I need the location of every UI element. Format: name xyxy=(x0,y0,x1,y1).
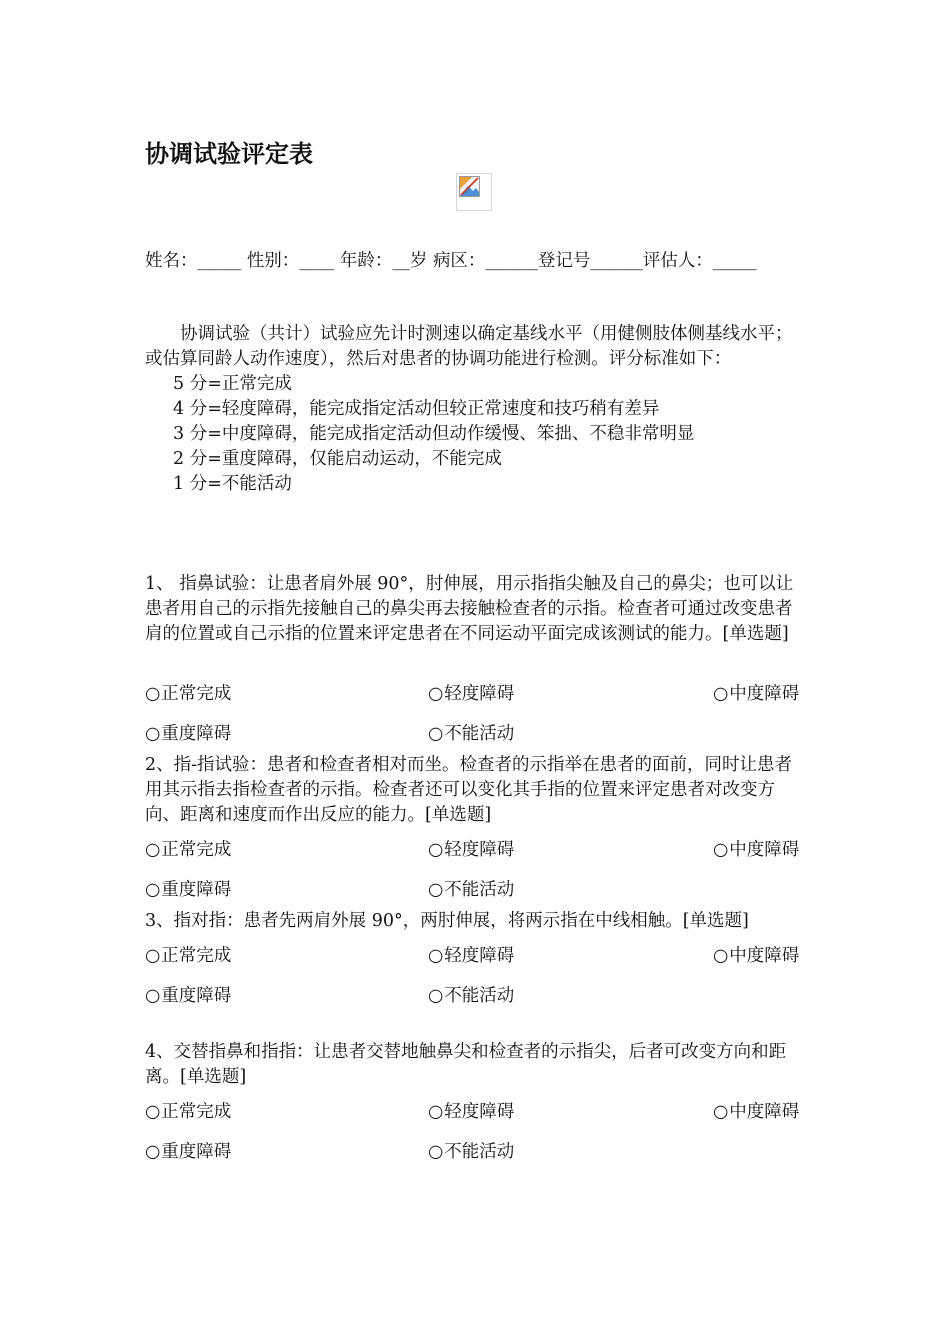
radio-circle-icon: ○ xyxy=(713,946,729,966)
option-mild[interactable] xyxy=(428,942,514,967)
radio-circle-icon: ○ xyxy=(713,840,729,860)
option-unable[interactable] xyxy=(428,720,514,745)
option-moderate[interactable] xyxy=(713,1098,799,1123)
option-label: 重度障碍 xyxy=(161,880,232,900)
option-severe[interactable] xyxy=(145,982,231,1007)
score-item: 3 分=中度障碍，能完成指定活动但动作缓慢、笨拙、不稳非常明显 xyxy=(173,424,695,444)
option-label: 重度障碍 xyxy=(161,1142,232,1162)
option-label: 中度障碍 xyxy=(729,684,800,704)
broken-image-icon xyxy=(456,173,492,211)
option-normal[interactable] xyxy=(145,942,231,967)
option-label: 正常完成 xyxy=(161,946,232,966)
option-unable[interactable] xyxy=(428,1138,514,1163)
option-label: 不能活动 xyxy=(444,880,515,900)
option-label: 重度障碍 xyxy=(161,724,232,744)
option-label: 中度障碍 xyxy=(729,1102,800,1122)
score-item: 1 分=不能活动 xyxy=(173,474,292,494)
question-2-text: 2、指-指试验：患者和检查者相对而坐。检查者的示指举在患者的面前，同时让患者用其示指去指检查者的示指。检查者还可以变化其手指的位置来评定患者对改变方向、距离和速度而作出反应的能力。[单选题] xyxy=(145,755,793,825)
radio-circle-icon: ○ xyxy=(713,684,729,704)
option-label: 中度障碍 xyxy=(729,946,800,966)
option-severe[interactable] xyxy=(145,1138,231,1163)
option-label: 轻度障碍 xyxy=(444,840,515,860)
question-1-text: 1、 指鼻试验：让患者肩外展 90°，肘伸展，用示指指尖触及自己的鼻尖；也可以让患者用自己的示指先接触自己的鼻尖再去接触检查者的示指。检查者可通过改变患者肩的位置或自己示指的位置来评定患者在不同运动平面完成该测试的能力。[单选题] xyxy=(145,574,794,644)
radio-circle-icon: ○ xyxy=(145,840,161,860)
page-title: 协调试验评定表 xyxy=(145,139,313,168)
option-label: 轻度障碍 xyxy=(444,946,515,966)
score-item: 2 分=重度障碍，仅能启动运动，不能完成 xyxy=(173,449,502,469)
radio-circle-icon: ○ xyxy=(145,684,161,704)
option-normal[interactable] xyxy=(145,836,231,861)
option-mild[interactable] xyxy=(428,680,514,705)
radio-circle-icon: ○ xyxy=(428,986,444,1006)
option-mild[interactable] xyxy=(428,1098,514,1123)
radio-circle-icon: ○ xyxy=(713,1102,729,1122)
option-unable[interactable] xyxy=(428,982,514,1007)
radio-circle-icon: ○ xyxy=(145,1102,161,1122)
radio-circle-icon: ○ xyxy=(428,946,444,966)
option-label: 正常完成 xyxy=(161,840,232,860)
question-4-options-row2 xyxy=(145,1138,805,1164)
radio-circle-icon: ○ xyxy=(145,724,161,744)
option-label: 中度障碍 xyxy=(729,840,800,860)
option-label: 正常完成 xyxy=(161,1102,232,1122)
option-severe[interactable] xyxy=(145,720,231,745)
intro-section xyxy=(145,322,805,497)
question-3-options-row1 xyxy=(145,942,805,968)
question-1-options-row2 xyxy=(145,720,805,746)
option-mild[interactable] xyxy=(428,836,514,861)
question-2-options-row2 xyxy=(145,876,805,902)
question-2-options-row1 xyxy=(145,836,805,862)
option-moderate[interactable] xyxy=(713,836,799,861)
question-1-options-row1 xyxy=(145,680,805,706)
radio-circle-icon: ○ xyxy=(428,840,444,860)
question-3-options-row2 xyxy=(145,982,805,1008)
radio-circle-icon: ○ xyxy=(145,986,161,1006)
radio-circle-icon: ○ xyxy=(428,1102,444,1122)
option-severe[interactable] xyxy=(145,876,231,901)
option-normal[interactable] xyxy=(145,1098,231,1123)
option-label: 不能活动 xyxy=(444,1142,515,1162)
option-label: 正常完成 xyxy=(161,684,232,704)
option-normal[interactable] xyxy=(145,680,231,705)
question-4-text: 4、交替指鼻和指指：让患者交替地触鼻尖和检查者的示指尖，后者可改变方向和距离。[单选题] xyxy=(145,1042,787,1087)
question-3-text: 3、指对指：患者先两肩外展 90°，两肘伸展，将两示指在中线相触。[单选题] xyxy=(145,911,749,931)
option-label: 轻度障碍 xyxy=(444,1102,515,1122)
option-label: 不能活动 xyxy=(444,724,515,744)
radio-circle-icon: ○ xyxy=(428,724,444,744)
intro-paragraph: 协调试验（共计）试验应先计时测速以确定基线水平（用健侧肢体侧基线水平；或估算同龄人动作速度），然后对患者的协调功能进行检测。评分标准如下： xyxy=(145,324,793,369)
option-label: 轻度障碍 xyxy=(444,684,515,704)
score-item: 4 分=轻度障碍，能完成指定活动但较正常速度和技巧稍有差异 xyxy=(173,399,660,419)
option-moderate[interactable] xyxy=(713,942,799,967)
radio-circle-icon: ○ xyxy=(428,684,444,704)
radio-circle-icon: ○ xyxy=(145,946,161,966)
option-label: 不能活动 xyxy=(444,986,515,1006)
patient-info-line: 姓名：_____ 性别：____ 年龄：__岁 病区：______登记号______评估人：_____ xyxy=(145,251,757,271)
radio-circle-icon: ○ xyxy=(145,880,161,900)
option-unable[interactable] xyxy=(428,876,514,901)
option-label: 重度障碍 xyxy=(161,986,232,1006)
radio-circle-icon: ○ xyxy=(145,1142,161,1162)
radio-circle-icon: ○ xyxy=(428,880,444,900)
question-4-options-row1 xyxy=(145,1098,805,1124)
score-item: 5 分=正常完成 xyxy=(173,374,292,394)
option-moderate[interactable] xyxy=(713,680,799,705)
radio-circle-icon: ○ xyxy=(428,1142,444,1162)
